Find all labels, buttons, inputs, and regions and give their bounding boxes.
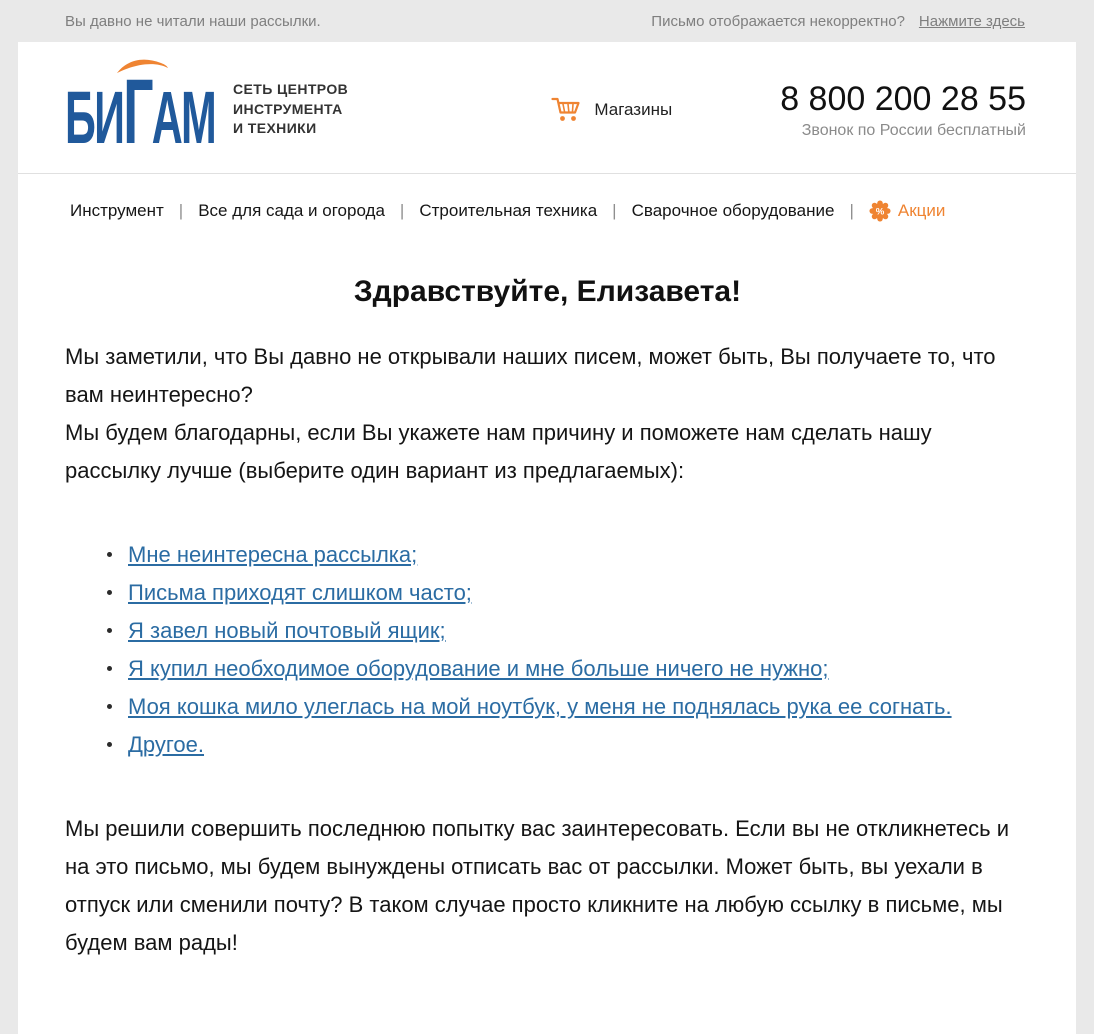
intro-paragraph-1: Мы заметили, что Вы давно не открывали наших писем, может быть, Вы получаете то, что вам неинтересно? — [65, 344, 996, 407]
bullet-dot — [107, 590, 112, 595]
nav-separator: | — [612, 201, 617, 220]
intro-paragraph-2: Мы будем благодарны, если Вы укажете нам причину и поможете нам сделать нашу рассылку лучше (выберите один вариант из предлагаемых): — [65, 420, 932, 483]
nav-separator: | — [178, 201, 184, 220]
stores-label: Магазины — [594, 99, 673, 119]
list-item — [128, 536, 1030, 574]
bigam-logo[interactable] — [65, 60, 217, 163]
reason-link-not-interested[interactable]: Мне неинтересна рассылка; — [128, 542, 418, 567]
email-card — [18, 42, 1076, 1034]
logo-part-3: АМ — [151, 75, 216, 159]
render-issue-block — [651, 13, 1025, 30]
nav-separator: | — [399, 201, 405, 220]
logo-tagline — [233, 80, 348, 139]
preheader-text: Вы давно не читали наши рассылки. — [65, 12, 321, 30]
nav-item-promos[interactable] — [869, 200, 946, 222]
bullet-dot — [107, 742, 112, 747]
email-header — [18, 42, 1076, 173]
bullet-dot — [107, 704, 112, 709]
reason-link-cat-on-laptop[interactable]: Моя кошка мило улеглась на мой ноутбук, у меня не поднялась рука ее согнать. — [128, 694, 952, 719]
nav-separator: | — [849, 201, 854, 220]
stores-link[interactable] — [551, 96, 672, 124]
render-issue-text: Письмо отображается некорректно? — [651, 12, 905, 30]
view-in-browser-link[interactable]: Нажмите здесь — [918, 12, 1025, 30]
logo-part-1: БИ — [65, 75, 124, 159]
nav-item-welding[interactable]: Сварочное оборудование — [631, 201, 835, 220]
percent-symbol: % — [875, 206, 885, 218]
intro-block — [65, 338, 1030, 490]
list-item — [128, 688, 1030, 726]
nav-item-instrument[interactable]: Инструмент — [70, 201, 164, 220]
reason-link-other[interactable]: Другое. — [128, 732, 205, 757]
percent-badge-icon — [869, 200, 891, 222]
nav-item-construction[interactable]: Строительная техника — [419, 201, 598, 220]
bullet-dot — [107, 552, 112, 557]
tagline-line-1: СЕТЬ ЦЕНТРОВ — [233, 81, 349, 98]
logo-part-2: Г — [123, 60, 152, 163]
phone-number[interactable]: 8 800 200 28 55 — [780, 79, 1026, 118]
closing-paragraph: Мы решили совершить последнюю попытку вас заинтересовать. Если вы не откликнетесь и на это письмо, мы будем вынуждены отписать вас от рассылки. Может быть, вы уехали в отпуск или сменили почту? В таком случае просто кликните на любую ссылку в письме, мы будем вам рады! — [65, 816, 1009, 955]
list-item — [128, 650, 1030, 688]
reason-link-new-mailbox[interactable]: Я завел новый почтовый ящик; — [128, 618, 446, 643]
tagline-line-3: И ТЕХНИКИ — [233, 120, 317, 137]
category-nav — [18, 174, 1076, 252]
bullet-dot — [107, 666, 112, 671]
list-item — [128, 574, 1030, 612]
list-item — [128, 612, 1030, 650]
bullet-dot — [107, 628, 112, 633]
phone-block — [780, 80, 1026, 140]
unsubscribe-reasons-list — [65, 536, 1030, 764]
list-item — [128, 726, 1030, 764]
cart-icon — [551, 96, 583, 124]
greeting-heading: Здравствуйте, Елизавета! — [353, 275, 742, 308]
phone-note: Звонок по России бесплатный — [801, 121, 1026, 139]
nav-promos-label: Акции — [897, 201, 946, 220]
reason-link-too-often[interactable]: Письма приходят слишком часто; — [128, 580, 472, 605]
mail-preheader-bar — [0, 0, 1094, 42]
nav-item-garden[interactable]: Все для сада и огорода — [198, 201, 385, 220]
logo-letters — [65, 60, 216, 163]
email-body — [18, 274, 1076, 962]
reason-link-bought-everything[interactable]: Я купил необходимое оборудование и мне больше ничего не нужно; — [128, 656, 829, 681]
tagline-line-2: ИНСТРУМЕНТА — [233, 100, 343, 117]
